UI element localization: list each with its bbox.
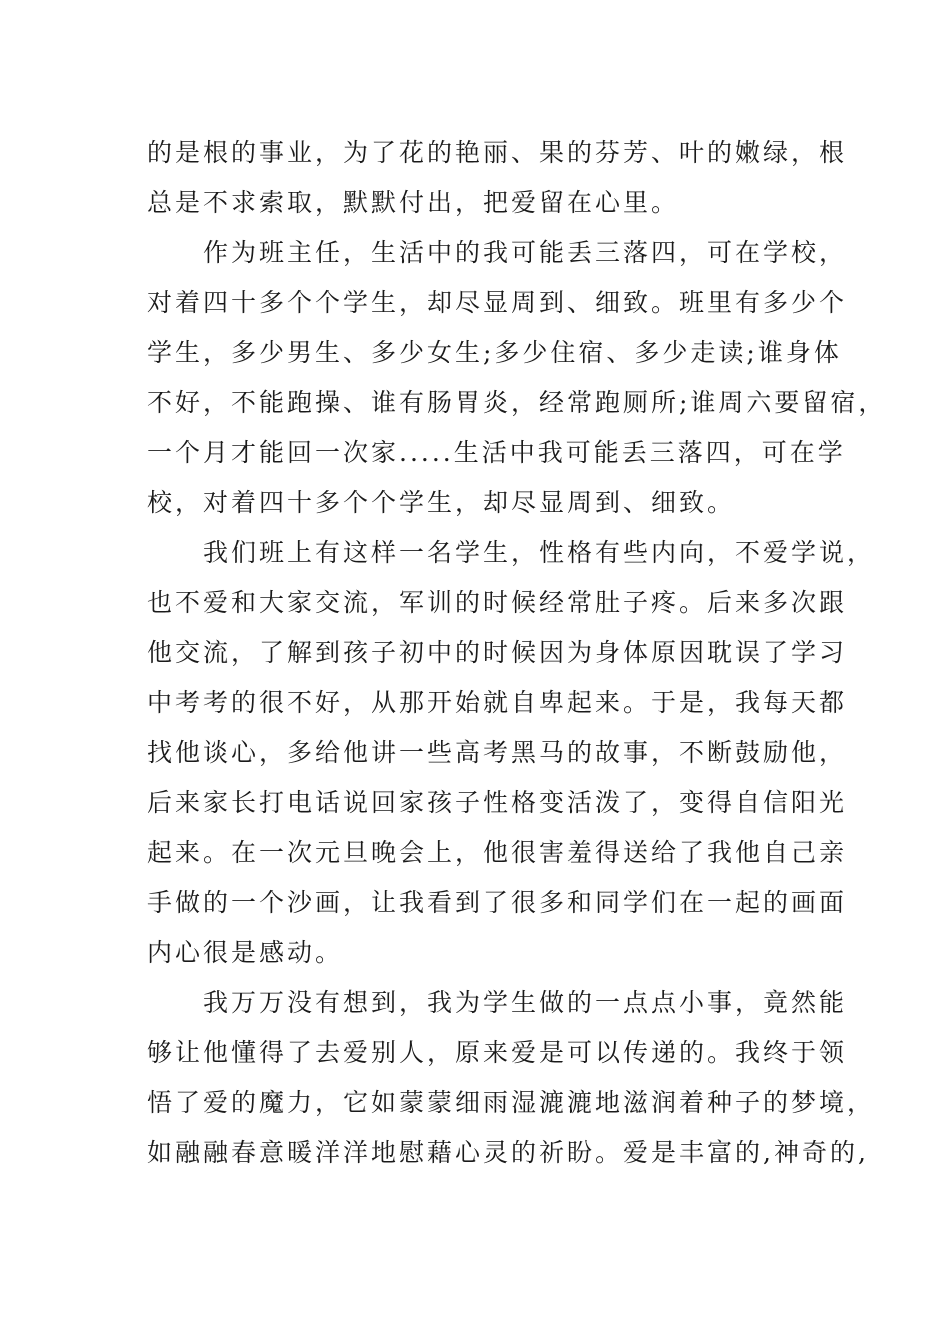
- text-line: 我们班上有这样一名学生，性格有些内向，不爱学说，: [147, 538, 876, 567]
- text-line: 找他谈心，多给他讲一些高考黑马的故事，不断鼓励他，: [147, 738, 848, 767]
- text-line: 悟了爱的魔力，它如蒙蒙细雨湿漉漉地滋润着种子的梦境，: [147, 1088, 876, 1117]
- text-line: 作为班主任，生活中的我可能丢三落四，可在学校，: [147, 238, 848, 267]
- text-line: 总是不求索取，默默付出，把爱留在心里。: [147, 188, 680, 217]
- text-line: 内心很是感动。: [147, 938, 344, 967]
- text-line: 不好，不能跑操、谁有肠胃炎，经常跑厕所;谁周六要留宿，: [147, 388, 887, 417]
- text-line: 学生，多少男生、多少女生;多少住宿、多少走读;谁身体: [147, 338, 842, 367]
- text-line: 后来家长打电话说回家孩子性格变活泼了，变得自信阳光: [147, 788, 848, 817]
- text-line: 的是根的事业，为了花的艳丽、果的芬芳、叶的嫩绿，根: [147, 138, 848, 167]
- text-line: 校，对着四十多个个学生，却尽显周到、细致。: [147, 488, 736, 517]
- text-line: 够让他懂得了去爱别人，原来爱是可以传递的。我终于领: [147, 1038, 848, 1067]
- text-line: 一个月才能回一次家.....生活中我可能丢三落四，可在学: [147, 438, 846, 467]
- text-line: 对着四十多个个学生，却尽显周到、细致。班里有多少个: [147, 288, 848, 317]
- text-line: 中考考的很不好，从那开始就自卑起来。于是，我每天都: [147, 688, 848, 717]
- text-line: 起来。在一次元旦晚会上，他很害羞得送给了我他自己亲: [147, 838, 848, 867]
- text-line: 手做的一个沙画，让我看到了很多和同学们在一起的画面: [147, 888, 848, 917]
- text-line: 我万万没有想到，我为学生做的一点点小事，竟然能: [147, 988, 848, 1017]
- text-line: 他交流，了解到孩子初中的时候因为身体原因耽误了学习: [147, 638, 848, 667]
- body-text: [147, 128, 887, 1178]
- text-line: 如融融春意暖洋洋地慰藉心灵的祈盼。爱是丰富的,神奇的,: [147, 1138, 869, 1167]
- text-line: 也不爱和大家交流，军训的时候经常肚子疼。后来多次跟: [147, 588, 848, 617]
